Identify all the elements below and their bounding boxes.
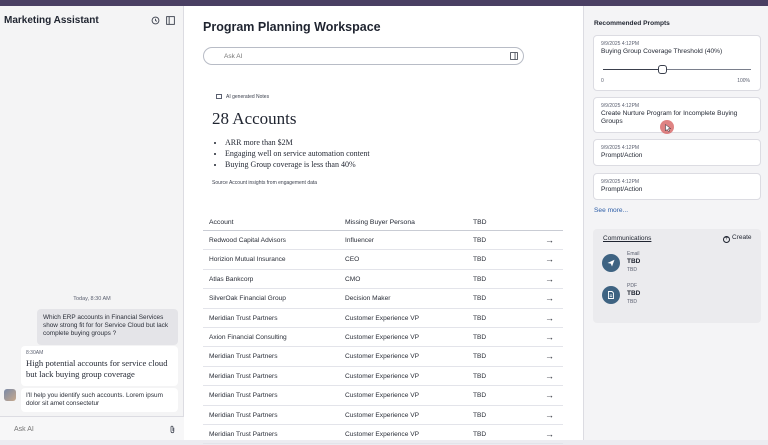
chat-date: Today, 8:30 AM (73, 296, 111, 302)
account-cell: Meridian Trust Partners (209, 411, 278, 419)
search-bar (203, 47, 524, 65)
chat-input[interactable] (14, 423, 154, 435)
tbd-cell: TBD (473, 314, 487, 322)
communication-item[interactable] (601, 251, 751, 277)
tbd-cell: TBD (473, 275, 487, 283)
table-row[interactable] (203, 289, 563, 308)
table-row[interactable] (203, 250, 563, 269)
threshold-slider[interactable] (603, 69, 751, 70)
prompt-timestamp: 9/9/2025 4:12PM (601, 179, 640, 185)
ai-response-heading: High potential accounts for service cloud but lack buying group coverage (26, 358, 168, 379)
communication-sub: TBD (627, 299, 637, 305)
tbd-cell: TBD (473, 333, 487, 341)
account-cell: Horizion Mutual Insurance (209, 256, 286, 264)
persona-cell: Customer Experience VP (345, 430, 420, 438)
ai-notes-label: AI generated Notes (226, 94, 270, 100)
account-cell: Meridian Trust Partners (209, 392, 278, 400)
table-row[interactable] (203, 406, 563, 425)
arrow-right-icon[interactable]: → (545, 351, 554, 362)
tbd-cell: TBD (473, 237, 487, 244)
notes-icon (216, 94, 222, 99)
panel-title: Marketing Assistant (4, 15, 99, 26)
chat-input-bar (0, 416, 184, 440)
history-icon[interactable] (151, 16, 160, 25)
recommended-prompts-title: Recommended Prompts (594, 20, 670, 27)
table-row[interactable] (203, 231, 563, 250)
ai-response-card (21, 346, 178, 386)
tbd-cell: TBD (473, 256, 487, 264)
tbd-cell: TBD (473, 372, 487, 380)
header-tbd: TBD (473, 219, 487, 226)
mouse-pointer-icon (665, 124, 671, 132)
search-input[interactable] (224, 51, 484, 62)
prompt-title: Buying Group Coverage Threshold (40%) (601, 48, 723, 55)
criteria-item: • Engaging well on service automation content (225, 148, 370, 159)
prompt-timestamp: 9/9/2025 4:12PM (601, 41, 640, 47)
table-row[interactable] (203, 328, 563, 347)
panel-toggle-icon[interactable] (510, 52, 518, 60)
arrow-right-icon[interactable]: → (545, 254, 554, 265)
prompt-timestamp: 9/9/2025 4:12PM (601, 103, 640, 109)
persona-cell: Influencer (345, 237, 374, 244)
communication-type: PDF (627, 283, 637, 289)
account-cell: Meridian Trust Partners (209, 372, 278, 380)
workspace (185, 6, 582, 440)
table-row[interactable] (203, 309, 563, 328)
communications-title[interactable]: Communications (603, 235, 652, 242)
slider-max-label: 100% (737, 78, 750, 84)
table-body (203, 231, 563, 444)
criteria-item: • ARR more than $2M (225, 137, 370, 148)
arrow-right-icon[interactable]: → (545, 331, 554, 342)
account-cell: Axion Financial Consulting (209, 333, 287, 341)
arrow-right-icon[interactable]: → (545, 312, 554, 323)
arrow-right-icon[interactable]: → (545, 409, 554, 420)
persona-cell: Decision Maker (345, 295, 391, 303)
table-row[interactable] (203, 386, 563, 405)
plus-icon: + (724, 236, 729, 242)
prompt-title: Prompt/Action (601, 186, 643, 193)
header-account: Account (209, 219, 234, 226)
account-cell: Meridian Trust Partners (209, 353, 278, 361)
arrow-right-icon[interactable]: → (545, 428, 554, 439)
persona-cell: CEO (345, 256, 360, 264)
tbd-cell: TBD (473, 430, 487, 438)
prompt-title: Create Nurture Program for Incomplete Buying Groups (601, 110, 738, 125)
communication-type: Email (627, 251, 640, 257)
arrow-right-icon[interactable]: → (545, 293, 554, 304)
app-frame (0, 6, 768, 440)
arrow-right-icon[interactable]: → (545, 235, 554, 245)
criteria-item: • Buying Group coverage is less than 40% (225, 159, 370, 170)
accounts-table (203, 213, 563, 444)
create-label: Create (732, 234, 752, 241)
communication-name: TBD (627, 258, 641, 265)
table-row[interactable] (203, 425, 563, 444)
slider-fill (603, 69, 662, 70)
attachment-icon[interactable] (169, 425, 176, 434)
tbd-cell: TBD (473, 353, 487, 361)
page-title: Program Planning Workspace (203, 20, 381, 34)
account-cell: SilverOak Financial Group (209, 295, 286, 303)
account-cell: Atlas Bankcorp (209, 275, 254, 283)
accounts-heading: 28 Accounts (212, 109, 297, 128)
tbd-cell: TBD (473, 411, 487, 419)
sidebar-toggle-icon[interactable] (166, 16, 175, 25)
tbd-cell: TBD (473, 392, 487, 400)
user-message: Which ERP accounts in Financial Services show strong fit for for Service Cloud but lack complete buying groups ? (37, 309, 178, 345)
prompt-card[interactable] (593, 173, 761, 200)
arrow-right-icon[interactable]: → (545, 370, 554, 381)
communication-item[interactable] (601, 283, 751, 309)
table-header (203, 213, 563, 231)
table-row[interactable] (203, 347, 563, 366)
table-row[interactable] (203, 367, 563, 386)
ai-notes-tag (216, 94, 269, 100)
ai-message: I'll help you identify such accounts. Lorem ipsum dolor sit amet consectetur (21, 388, 178, 412)
prompt-card[interactable] (593, 97, 761, 133)
table-row[interactable] (203, 270, 563, 289)
ai-message-time: 8:30AM (26, 350, 44, 356)
prompt-card[interactable] (593, 139, 761, 166)
slider-handle[interactable] (658, 65, 667, 74)
persona-cell: Customer Experience VP (345, 372, 420, 380)
persona-cell: Customer Experience VP (345, 333, 420, 341)
tbd-cell: TBD (473, 295, 487, 303)
persona-cell: Customer Experience VP (345, 411, 420, 419)
send-icon (602, 254, 620, 272)
persona-cell: CMO (345, 275, 361, 283)
prompt-title: Prompt/Action (601, 152, 643, 159)
persona-cell: Customer Experience VP (345, 353, 420, 361)
document-icon (602, 286, 620, 304)
prompt-card[interactable] (593, 35, 761, 91)
arrow-right-icon[interactable]: → (545, 390, 554, 401)
communications-section (593, 229, 761, 323)
account-cell: Meridian Trust Partners (209, 430, 278, 438)
persona-cell: Customer Experience VP (345, 392, 420, 400)
prompt-timestamp: 9/9/2025 4:12PM (601, 145, 640, 151)
account-cell: Meridian Trust Partners (209, 314, 278, 322)
recommendations-panel (583, 6, 768, 440)
account-cell: Redwood Capital Advisors (209, 237, 286, 244)
criteria-list (225, 137, 370, 170)
communication-sub: TBD (627, 267, 637, 273)
communication-name: TBD (627, 290, 641, 297)
assistant-avatar (4, 389, 16, 401)
header-missing-persona: Missing Buyer Persona (345, 219, 415, 226)
see-more-link[interactable]: See more... (594, 207, 629, 214)
slider-min-label: 0 (601, 78, 604, 84)
arrow-right-icon[interactable]: → (545, 273, 554, 284)
persona-cell: Customer Experience VP (345, 314, 420, 322)
chat-panel (0, 6, 184, 440)
create-button[interactable] (723, 234, 752, 243)
source-note: Source Account insights from engagement data (212, 180, 318, 186)
